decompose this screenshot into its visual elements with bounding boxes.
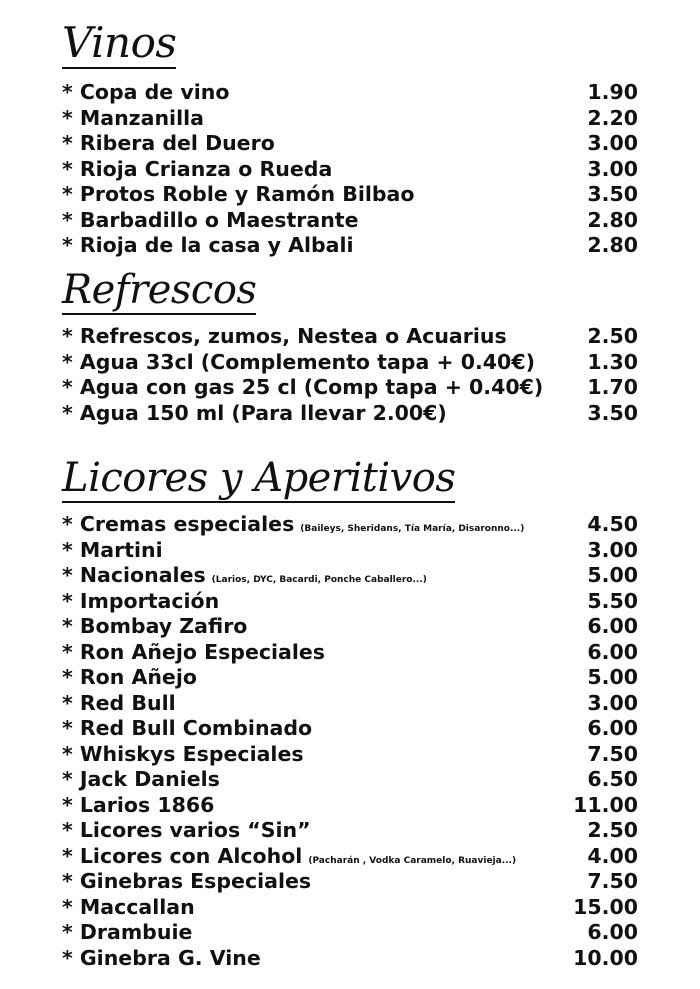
vinos-list (62, 80, 638, 259)
item-price: 7.50 (587, 741, 638, 766)
item-price: 10.00 (573, 945, 638, 970)
item-price: 4.50 (587, 512, 638, 536)
section-title-underline (62, 313, 256, 315)
item-price: 3.50 (587, 400, 638, 425)
item-price: 5.00 (587, 563, 638, 587)
item-price: 6.00 (587, 920, 638, 944)
section-title-vinos-text: Vinos (62, 18, 177, 67)
item-price: 3.50 (587, 182, 638, 206)
item-label: * Copa de vino (62, 80, 230, 104)
item-price: 5.00 (587, 665, 638, 689)
item-label: * Ron Añejo Especiales (62, 639, 325, 664)
item-label: * Protos Roble y Ramón Bilbao (62, 182, 415, 206)
menu-item (62, 920, 638, 946)
menu-item (62, 895, 638, 921)
item-price: 15.00 (573, 894, 638, 919)
item-label: * Ginebra G. Vine (62, 945, 261, 970)
item-label: * Refrescos, zumos, Nestea o Acuarius (62, 324, 507, 348)
item-label-text: * Nacionales (62, 563, 206, 587)
section-title-underline (62, 67, 176, 69)
section-title-vinos (62, 18, 177, 69)
item-label: * Larios 1866 (62, 792, 215, 817)
section-title-underline (62, 501, 455, 503)
section-title-licores-text: Licores y Aperitivos (62, 455, 456, 501)
item-price: 3.00 (587, 537, 638, 562)
menu-item (62, 844, 638, 870)
item-price: 7.50 (587, 869, 638, 893)
refrescos-list (62, 324, 638, 426)
item-label-text: * Cremas especiales (62, 512, 295, 536)
menu-item (62, 208, 638, 234)
menu-item (62, 401, 638, 427)
menu-item (62, 512, 638, 538)
menu-item (62, 716, 638, 742)
item-label: * Agua con gas 25 cl (Comp tapa + 0.40€) (62, 375, 544, 399)
item-label: * Licores varios “Sin” (62, 818, 311, 842)
menu-item (62, 350, 638, 376)
section-title-licores (62, 455, 456, 503)
menu-item (62, 157, 638, 183)
item-label: * Bombay Zafiro (62, 614, 248, 638)
item-label: * Rioja Crianza o Rueda (62, 156, 333, 181)
item-price: 4.00 (587, 843, 638, 868)
item-label: * Red Bull Combinado (62, 716, 313, 740)
item-price: 6.00 (587, 639, 638, 664)
item-note: (Pacharán , Vodka Caramelo, Ruavieja...) (308, 855, 517, 866)
item-label: * Barbadillo o Maestrante (62, 207, 359, 232)
menu-item (62, 80, 638, 106)
menu-item (62, 742, 638, 768)
item-label: * Agua 150 ml (Para llevar 2.00€) (62, 400, 447, 425)
item-label: * Rioja de la casa y Albali (62, 233, 354, 257)
item-label: * Manzanilla (62, 105, 204, 130)
menu-item (62, 233, 638, 259)
menu-item (62, 375, 638, 401)
item-price: 6.00 (587, 716, 638, 740)
item-price: 5.50 (587, 588, 638, 613)
item-note: (Baileys, Sheridans, Tía María, Disaronno...) (300, 524, 525, 534)
menu-item (62, 106, 638, 132)
menu-item (62, 182, 638, 208)
item-price: 3.00 (587, 156, 638, 181)
item-price: 11.00 (573, 792, 638, 817)
item-label: * Importación (62, 588, 220, 613)
item-label: * Red Bull (62, 690, 176, 715)
menu-item (62, 691, 638, 717)
item-price: 1.70 (587, 375, 638, 399)
section-title-refrescos-text: Refrescos (62, 267, 257, 313)
menu-item (62, 131, 638, 157)
section-title-refrescos (62, 267, 257, 315)
item-label: * Maccallan (62, 894, 195, 919)
item-price: 1.90 (587, 80, 638, 104)
menu-item (62, 614, 638, 640)
item-note: (Larios, DYC, Bacardi, Ponche Caballero...) (211, 575, 427, 585)
menu-item (62, 767, 638, 793)
item-price: 3.00 (587, 690, 638, 715)
menu-item (62, 324, 638, 350)
item-label-text: * Licores con Alcohol (62, 843, 303, 868)
item-label: * Jack Daniels (62, 767, 220, 791)
item-price: 6.50 (587, 767, 638, 791)
item-label: * Martini (62, 537, 163, 562)
item-label: * Agua 33cl (Complemento tapa + 0.40€) (62, 349, 535, 374)
item-price: 6.00 (587, 614, 638, 638)
item-price: 2.80 (587, 233, 638, 257)
menu-item (62, 640, 638, 666)
item-label: * Ribera del Duero (62, 131, 275, 155)
item-price: 1.30 (587, 349, 638, 374)
item-label: * Drambuie (62, 920, 193, 944)
item-label: * Ron Añejo (62, 665, 197, 689)
menu-item (62, 665, 638, 691)
item-price: 2.20 (587, 105, 638, 130)
menu-item (62, 818, 638, 844)
menu-item (62, 563, 638, 589)
item-price: 2.50 (587, 324, 638, 348)
item-price: 3.00 (587, 131, 638, 155)
item-price: 2.50 (587, 818, 638, 842)
item-label: * Ginebras Especiales (62, 869, 312, 893)
menu-item (62, 946, 638, 972)
item-label: * Whiskys Especiales (62, 741, 304, 766)
menu-item (62, 793, 638, 819)
item-price: 2.80 (587, 207, 638, 232)
licores-list (62, 512, 638, 971)
